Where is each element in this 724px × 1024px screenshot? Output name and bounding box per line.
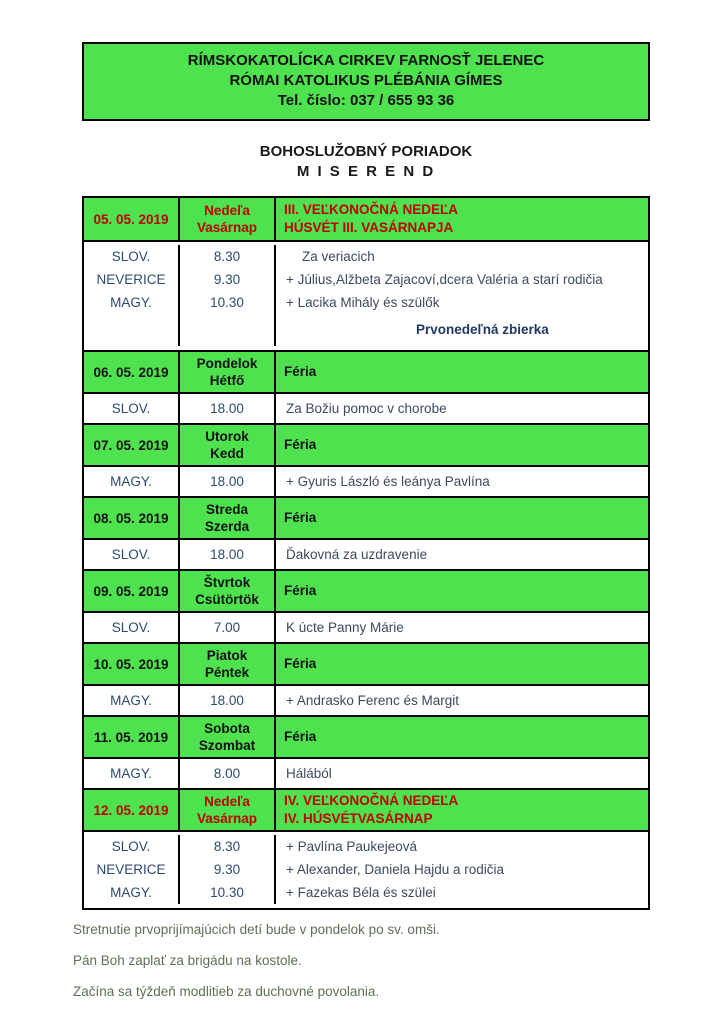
mass-detail-row bbox=[84, 465, 648, 496]
feast-line: Féria bbox=[284, 656, 317, 671]
language-column bbox=[84, 835, 180, 904]
time-column bbox=[180, 245, 276, 346]
date-cell bbox=[84, 644, 180, 684]
mass-language: SLOV. bbox=[111, 620, 151, 635]
mass-language: SLOV. bbox=[111, 839, 151, 854]
day-name-sk: Sobota bbox=[204, 721, 250, 736]
time-column bbox=[180, 467, 276, 496]
intention-column bbox=[276, 759, 648, 788]
language-column bbox=[84, 613, 180, 642]
day-header-row bbox=[84, 788, 648, 830]
mass-time: 10.30 bbox=[210, 885, 244, 900]
day-name-cell bbox=[180, 790, 276, 830]
date-cell bbox=[84, 571, 180, 611]
footer-note: Pán Boh zaplať za brigádu na kostole. bbox=[73, 953, 302, 968]
day-name-hu: Csütörtök bbox=[195, 592, 259, 607]
date-cell bbox=[84, 790, 180, 830]
mass-intention: Za veriacich bbox=[302, 249, 375, 264]
mass-time: 8.30 bbox=[213, 839, 241, 854]
feast-line: III. VEĽKONOČNÁ NEDEĽA bbox=[284, 202, 459, 217]
mass-intention: K úcte Panny Márie bbox=[286, 620, 404, 635]
parish-name-slovak: RÍMSKOKATOLÍCKA CIRKEV FARNOSŤ JELENEC bbox=[187, 52, 545, 69]
day-name-hu: Vasárnap bbox=[196, 220, 258, 235]
mass-detail-row bbox=[84, 684, 648, 715]
date-cell bbox=[84, 498, 180, 538]
mass-intention: + Lacika Mihály és szülők bbox=[286, 295, 440, 310]
mass-detail-row bbox=[84, 830, 648, 908]
intention-column bbox=[276, 245, 648, 346]
feast-cell bbox=[276, 198, 648, 240]
feast-line: HÚSVÉT III. VASÁRNAPJA bbox=[284, 220, 454, 235]
document-content bbox=[73, 42, 650, 1014]
feast-cell bbox=[276, 571, 648, 611]
mass-time: 18.00 bbox=[210, 474, 244, 489]
feast-line: IV. VEĽKONOČNÁ NEDEĽA bbox=[284, 793, 459, 808]
date-text: 05. 05. 2019 bbox=[93, 211, 169, 227]
mass-time: 18.00 bbox=[210, 693, 244, 708]
day-name-cell bbox=[180, 198, 276, 240]
day-name-cell bbox=[180, 498, 276, 538]
date-text: 07. 05. 2019 bbox=[93, 437, 169, 453]
feast-cell bbox=[276, 790, 648, 830]
date-cell bbox=[84, 198, 180, 240]
date-cell bbox=[84, 352, 180, 392]
mass-language: SLOV. bbox=[111, 547, 151, 562]
language-column bbox=[84, 540, 180, 569]
mass-language: MAGY. bbox=[110, 474, 152, 489]
date-cell bbox=[84, 717, 180, 757]
intention-column bbox=[276, 686, 648, 715]
mass-time: 9.30 bbox=[213, 862, 241, 877]
schedule-title: BOHOSLUŽOBNÝ PORIADOK bbox=[259, 143, 473, 160]
day-header-row bbox=[84, 423, 648, 465]
feast-line: Féria bbox=[284, 364, 317, 379]
mass-intention: Ďakovná za uzdravenie bbox=[286, 547, 428, 562]
mass-time: 9.30 bbox=[213, 272, 241, 287]
mass-intention: + Alexander, Daniela Hajdu a rodičia bbox=[286, 862, 505, 877]
feast-cell bbox=[276, 352, 648, 392]
mass-language: MAGY. bbox=[110, 693, 152, 708]
date-text: 09. 05. 2019 bbox=[93, 583, 169, 599]
day-name-sk: Piatok bbox=[206, 648, 248, 663]
day-name-cell bbox=[180, 717, 276, 757]
date-text: 08. 05. 2019 bbox=[93, 510, 169, 526]
feast-line: Féria bbox=[284, 729, 317, 744]
day-name-cell bbox=[180, 352, 276, 392]
date-text: 11. 05. 2019 bbox=[93, 729, 169, 745]
feast-cell bbox=[276, 498, 648, 538]
mass-intention: + Pavlína Paukejeová bbox=[286, 839, 417, 854]
day-name-sk: Štvrtok bbox=[203, 575, 251, 590]
mass-time: 10.30 bbox=[210, 295, 244, 310]
mass-intention: + Gyuris László és leánya Pavlína bbox=[286, 474, 490, 489]
intention-column bbox=[276, 394, 648, 423]
day-name-sk: Utorok bbox=[205, 429, 249, 444]
time-column bbox=[180, 835, 276, 904]
mass-detail-row bbox=[84, 757, 648, 788]
time-column bbox=[180, 686, 276, 715]
schedule-subtitle: M I S E R E N D bbox=[296, 163, 436, 180]
mass-time: 18.00 bbox=[210, 401, 244, 416]
footer-note: Začína sa týždeň modlitieb za duchovné povolania. bbox=[73, 984, 380, 999]
day-header-row bbox=[84, 350, 648, 392]
mass-time: 8.00 bbox=[213, 766, 241, 781]
mass-intention: + Andrasko Ferenc és Margit bbox=[286, 693, 459, 708]
mass-detail-row bbox=[84, 538, 648, 569]
intention-column bbox=[276, 835, 648, 904]
mass-language: MAGY. bbox=[110, 885, 152, 900]
day-name-hu: Vasárnap bbox=[196, 811, 258, 826]
date-cell bbox=[84, 425, 180, 465]
mass-detail-row bbox=[84, 240, 648, 350]
day-name-hu: Kedd bbox=[210, 446, 244, 461]
schedule-table bbox=[82, 196, 650, 910]
intention-column bbox=[276, 540, 648, 569]
language-column bbox=[84, 759, 180, 788]
language-column bbox=[84, 467, 180, 496]
mass-language: MAGY. bbox=[110, 766, 152, 781]
collection-note: Prvonedeľná zbierka bbox=[416, 322, 549, 337]
day-name-cell bbox=[180, 644, 276, 684]
day-name-sk: Nedeľa bbox=[204, 794, 250, 809]
day-name-cell bbox=[180, 571, 276, 611]
day-header-row bbox=[84, 496, 648, 538]
intention-column bbox=[276, 613, 648, 642]
feast-line: IV. HÚSVÉTVASÁRNAP bbox=[284, 811, 433, 826]
mass-intention: + Fazekas Béla és szülei bbox=[286, 885, 436, 900]
date-text: 10. 05. 2019 bbox=[93, 656, 169, 672]
mass-language: NEVERICE bbox=[96, 272, 166, 287]
day-name-hu: Szombat bbox=[198, 738, 256, 753]
language-column bbox=[84, 394, 180, 423]
mass-intention: + Július,Alžbeta Zajacoví,dcera Valéria a starí rodičia bbox=[286, 272, 603, 287]
date-text: 12. 05. 2019 bbox=[93, 802, 169, 818]
mass-language: MAGY. bbox=[110, 295, 152, 310]
day-header-row bbox=[84, 715, 648, 757]
day-name-sk: Streda bbox=[205, 502, 249, 517]
language-column bbox=[84, 245, 180, 346]
mass-language: SLOV. bbox=[111, 249, 151, 264]
feast-cell bbox=[276, 717, 648, 757]
language-column bbox=[84, 686, 180, 715]
day-name-sk: Pondelok bbox=[196, 356, 258, 371]
day-name-hu: Hétfő bbox=[209, 373, 245, 388]
time-column bbox=[180, 759, 276, 788]
day-name-sk: Nedeľa bbox=[204, 203, 250, 218]
feast-line: Féria bbox=[284, 437, 317, 452]
date-text: 06. 05. 2019 bbox=[93, 364, 169, 380]
parish-header-box bbox=[82, 42, 650, 121]
day-header-row bbox=[84, 569, 648, 611]
day-header-row bbox=[84, 642, 648, 684]
mass-time: 18.00 bbox=[210, 547, 244, 562]
feast-cell bbox=[276, 425, 648, 465]
day-header-row bbox=[84, 198, 648, 240]
time-column bbox=[180, 394, 276, 423]
day-name-cell bbox=[180, 425, 276, 465]
mass-language: SLOV. bbox=[111, 401, 151, 416]
mass-time: 8.30 bbox=[213, 249, 241, 264]
mass-language: NEVERICE bbox=[96, 862, 166, 877]
schedule-title-block bbox=[82, 142, 650, 183]
feast-line: Féria bbox=[284, 510, 317, 525]
parish-phone: Tel. číslo: 037 / 655 93 36 bbox=[277, 92, 455, 109]
time-column bbox=[180, 613, 276, 642]
footer-notes bbox=[73, 921, 650, 1001]
day-name-hu: Szerda bbox=[204, 519, 250, 534]
mass-intention: Za Božiu pomoc v chorobe bbox=[286, 401, 447, 416]
mass-time: 7.00 bbox=[213, 620, 241, 635]
mass-detail-row bbox=[84, 392, 648, 423]
time-column bbox=[180, 540, 276, 569]
mass-detail-row bbox=[84, 611, 648, 642]
intention-column bbox=[276, 467, 648, 496]
parish-name-hungarian: RÓMAI KATOLIKUS PLÉBÁNIA GÍMES bbox=[229, 72, 503, 89]
mass-intention: Hálából bbox=[286, 766, 332, 781]
footer-note: Stretnutie prvoprijímajúcich detí bude v pondelok po sv. omši. bbox=[73, 922, 440, 937]
day-name-hu: Péntek bbox=[204, 665, 250, 680]
feast-line: Féria bbox=[284, 583, 317, 598]
feast-cell bbox=[276, 644, 648, 684]
